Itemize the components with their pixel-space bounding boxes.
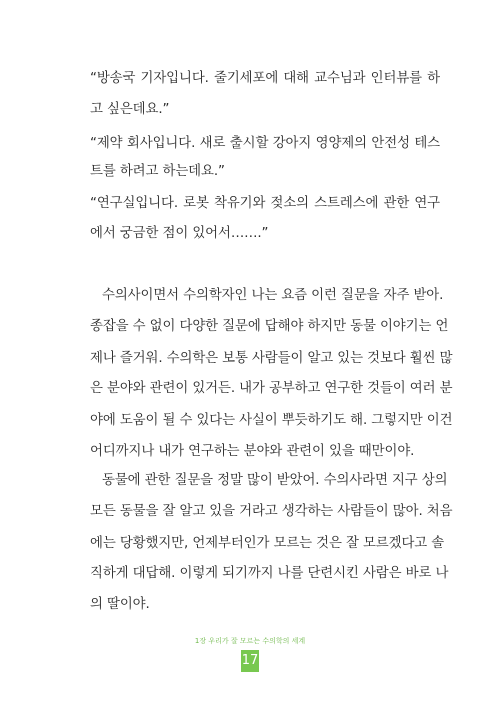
paragraph-1-line-5: 야에 도움이 될 수 있다는 사실이 뿌듯하기도 해. 그렇지만 이건 [90, 413, 453, 428]
paragraph-2-line-4: 직하게 대답해. 이렇게 되기까지 나를 단련시킨 사람은 바로 나 [90, 566, 449, 581]
quote-1-line-1: “방송국 기자입니다. 줄기세포에 대해 교수님과 인터뷰를 하 [90, 71, 440, 86]
paragraph-1-line-6: 어디까지나 내가 연구하는 분야와 관련이 있을 때만이야. [90, 444, 415, 459]
paragraph-2-line-1: 동물에 관한 질문을 정말 많이 받았어. 수의사라면 지구 상의 [102, 473, 448, 488]
quote-1-line-2: 고 싶은데요.” [90, 102, 170, 117]
paragraph-1-line-2: 종잡을 수 없이 다양한 질문에 답해야 하지만 동물 이야기는 언 [90, 319, 449, 334]
paragraph-1-line-1: 수의사이면서 수의학자인 나는 요즘 이런 질문을 자주 받아. [102, 288, 444, 303]
paragraph-1-line-4: 은 분야와 관련이 있거든. 내가 공부하고 연구한 것들이 여러 분 [90, 381, 453, 396]
quote-3-line-1: “연구실입니다. 로봇 착유기와 젖소의 스트레스에 관한 연구 [90, 196, 440, 211]
chapter-footer: 1장 우리가 잘 모르는 수의학의 세계 [194, 637, 306, 645]
quote-3-line-2: 에서 궁금한 점이 있어서…….” [90, 226, 269, 241]
page-number-badge: 17 [241, 650, 259, 672]
quote-2-line-2: 트를 하려고 하는데요.” [90, 164, 225, 179]
paragraph-1-line-3: 제나 즐거워. 수의학은 보통 사람들이 알고 있는 것보다 훨씬 많 [90, 351, 453, 366]
paragraph-2-line-3: 에는 당황했지만, 언제부터인가 모르는 것은 잘 모르겠다고 솔 [90, 536, 445, 551]
quote-2-line-1: “제약 회사입니다. 새로 출시할 강아지 영양제의 안전성 테스 [90, 136, 440, 151]
paragraph-2-line-2: 모든 동물을 잘 알고 있을 거라고 생각하는 사람들이 많아. 처음 [90, 504, 453, 519]
paragraph-2-line-5: 의 딸이야. [90, 597, 150, 612]
